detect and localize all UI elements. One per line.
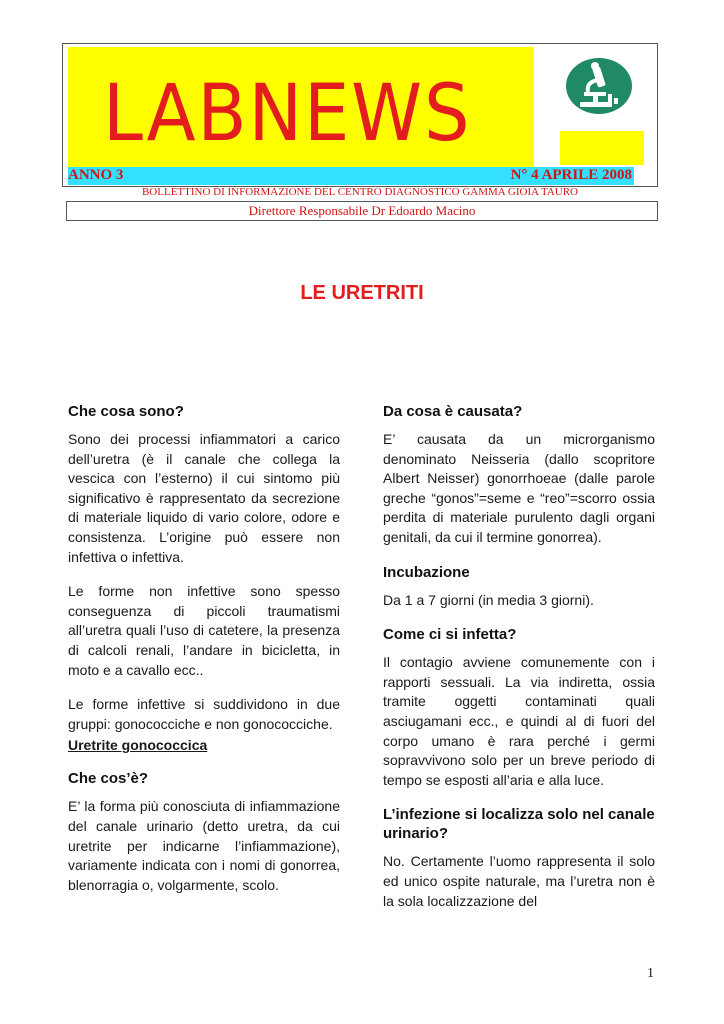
newsletter-title: LABNEWS [103,69,472,159]
issue-year: ANNO 3 [68,167,124,183]
paragraph: No. Certamente l’uomo rappresenta il solo ed unico ospite naturale, ma l’uretra non è la sola localizzazione del [383,853,655,909]
left-column [68,402,340,910]
paragraph: E’ causata da un microrganismo denominato Neisseria (dallo scopritore Albert Neisser) gonorrhoeae (dalle parole greche “gonos”=seme e “reo”=scorro ossia perdita di materiale purulento dagli organi genitali, da cui il termine gonorrea). [383,431,655,545]
paragraph: Le forme non infettive sono spesso conseguenza di piccoli traumatismi all’uretra quali l’uso di catetere, la presenza di calcoli renali, l’andare in bicicletta, in moto e a cavallo ecc.. [68,583,340,678]
paragraph: Sono dei processi infiammatori a carico dell’uretra (è il canale che collega la vescica con l’esterno) il cui sintomo più significativo è rappresentato da secrezione di materiale liquido di vario colore, odore e consistenza. L’origine può essere non infettiva o infettiva. [68,431,340,565]
section-heading: Che cos’è? [68,770,149,788]
paragraph: E’ la forma più conosciuta di infiammazione del canale urinario (detto uretra, da cui uretrite per indicarne l’infiammazione), variamente indicata con i nomi di gonorrea, blenorragia o, volgarmente, scolo. [68,798,340,893]
title-banner [68,47,534,167]
subsection-title: Uretrite gonococcica [68,737,208,754]
section-heading: Incubazione [383,563,470,581]
issue-number-date: N° 4 APRILE 2008 [510,167,632,183]
page-number: 1 [647,966,654,981]
section-heading: Come ci si infetta? [383,626,517,644]
paragraph: Il contagio avviene comunemente con i rapporti sessuali. La via indiretta, ossia tramite oggetti contaminati quali asciugamani ecc., e quindi al di fuori del corpo umano è rara perché i germi sopravvivono solo per un breve periodo di tempo se esposti all’aria e alla luce. [383,654,655,788]
right-column [383,402,655,926]
section-heading: Da cosa è causata? [383,403,523,420]
article-title: LE URETRITI [300,282,424,304]
logo-accent-block [560,131,644,165]
section-heading: L’infezione si localizza solo nel canale urinario? [383,806,655,843]
newsletter-subtitle: BOLLETTINO DI INFORMAZIONE DEL CENTRO DIAGNOSTICO GAMMA GIOIA TAURO [141,186,579,198]
microscope-icon [566,58,632,114]
paragraph: Da 1 a 7 giorni (in media 3 giorni). [383,591,594,608]
section-heading: Che cosa sono? [68,403,184,420]
paragraph: Le forme infettive si suddividono in due gruppi: gonococciche e non gonococciche. [68,696,340,732]
editor-line: Direttore Responsabile Dr Edoardo Macino [66,201,658,221]
